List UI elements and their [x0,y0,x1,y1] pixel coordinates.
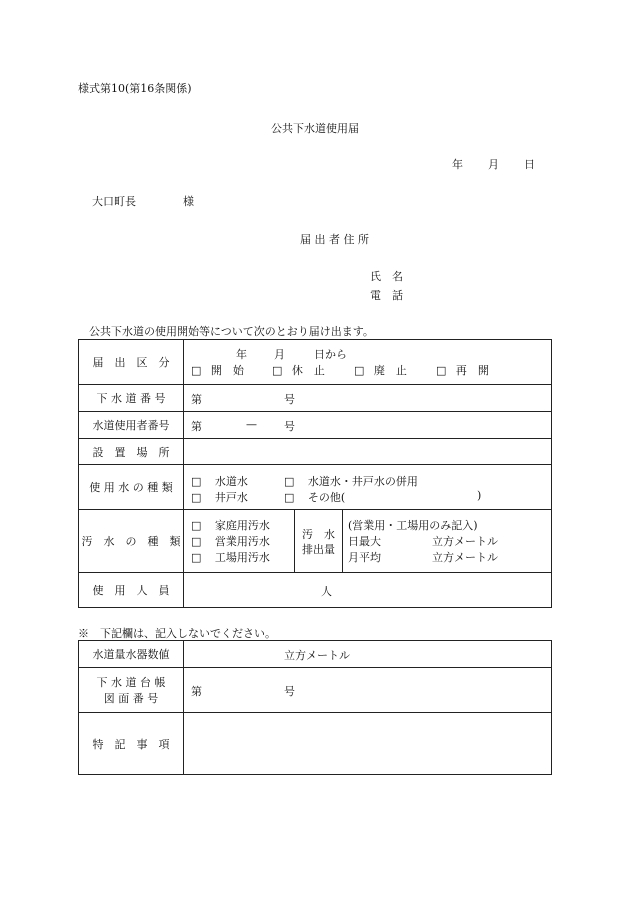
water-type-label: 使 用 水 の 種 類 [79,465,184,510]
user-number-row [79,412,552,439]
water-type-row [79,465,552,510]
location-cell[interactable] [184,439,552,465]
location-row [79,439,552,465]
sewer-number-cell[interactable] [184,385,552,412]
notice-option-abolish[interactable]: □ 廃 止 [354,364,407,377]
addressee: 大口町長 [92,195,136,208]
applicant-phone-label: 電 話 [370,289,403,302]
office-use-table [78,640,552,775]
discharge-label-2: 排出量 [302,543,335,556]
user-number-dash: — [246,418,257,431]
wastewater-type-row [79,510,552,573]
wastewater-type-label: 汚 水 の 種 類 [79,510,184,573]
wastewater-option-business[interactable]: □ 営業用汚水 [191,535,270,548]
discharge-note: (営業用・工場用のみ記入) [348,519,478,532]
intro-text: 公共下水道の使用開始等について次のとおり届け出ます。 [89,325,374,338]
monthly-avg-unit: 立方メートル [432,551,498,564]
notice-type-cell [184,340,552,385]
honorific: 様 [183,195,194,208]
date-year: 年 [452,158,463,171]
page-title: 公共下水道使用届 [271,122,359,135]
notice-type-label: 届 出 区 分 [79,340,184,385]
water-other-close: ) [477,489,482,502]
meter-reading-label: 水道量水器数値 [79,641,184,668]
remarks-label: 特 記 事 項 [79,713,184,775]
users-cell[interactable] [184,573,552,608]
checkbox-icon: □ [354,364,365,377]
checkbox-icon: □ [191,551,202,564]
notice-type-row [79,340,552,385]
wastewater-option-household[interactable]: □ 家庭用汚水 [191,519,270,532]
ledger-number-label-cell [79,668,184,713]
checkbox-icon: □ [272,364,283,377]
notice-date-from: 日から [314,348,347,361]
checkbox-icon: □ [284,475,295,488]
water-option-tap[interactable]: □ 水道水 [191,475,248,488]
remarks-row [79,713,552,775]
applicant-name-label: 氏 名 [370,270,403,283]
meter-reading-cell[interactable] [184,641,552,668]
water-option-other[interactable]: □ その他( [284,491,346,504]
water-option-combined[interactable]: □ 水道水・井戸水の併用 [284,475,418,488]
form-number: 様式第10(第16条関係) [78,82,192,95]
daily-max-unit: 立方メートル [432,535,498,548]
ledger-number-cell[interactable] [184,668,552,713]
checkbox-icon: □ [191,475,202,488]
users-label: 使 用 人 員 [79,573,184,608]
checkbox-icon: □ [191,519,202,532]
checkbox-icon: □ [191,535,202,548]
water-type-cell [184,465,552,510]
discharge-label-1: 汚 水 [302,528,335,541]
meter-reading-unit: 立方メートル [284,649,350,662]
office-use-note: ※ 下記欄は、記入しないでください。 [78,627,276,640]
ledger-number-row [79,668,552,713]
notice-option-resume[interactable]: □ 再 開 [436,364,489,377]
daily-max-label: 日最大 [348,535,381,548]
sewer-number-suffix: 号 [284,393,295,406]
remarks-cell[interactable] [184,713,552,775]
checkbox-icon: □ [191,491,202,504]
ledger-number-label-1: 下 水 道 台 帳 [96,676,166,689]
date-month: 月 [488,158,499,171]
user-number-label: 水道使用者番号 [79,412,184,439]
users-unit: 人 [321,585,332,598]
sewer-number-label: 下 水 道 番 号 [79,385,184,412]
sewer-number-row [79,385,552,412]
ledger-number-label-2: 図 面 番 号 [103,692,159,705]
notification-table [78,339,552,608]
checkbox-icon: □ [191,364,202,377]
water-option-well[interactable]: □ 井戸水 [191,491,248,504]
notice-date-month: 月 [274,348,285,361]
ledger-number-suffix: 号 [284,685,295,698]
user-number-prefix: 第 [191,420,202,433]
location-label: 設 置 場 所 [79,439,184,465]
notice-option-start[interactable]: □ 開 始 [191,364,244,377]
sewer-number-prefix: 第 [191,393,202,406]
monthly-avg-label: 月平均 [348,551,381,564]
user-number-cell[interactable] [184,412,552,439]
users-row [79,573,552,608]
applicant-address-label: 届 出 者 住 所 [300,233,369,246]
wastewater-type-cell [184,510,552,573]
meter-reading-row [79,641,552,668]
date-day: 日 [524,158,535,171]
checkbox-icon: □ [436,364,447,377]
notice-option-suspend[interactable]: □ 休 止 [272,364,325,377]
ledger-number-prefix: 第 [191,685,202,698]
user-number-suffix: 号 [284,420,295,433]
wastewater-option-factory[interactable]: □ 工場用汚水 [191,551,270,564]
discharge-label-box [294,510,343,572]
notice-date-year: 年 [236,348,247,361]
checkbox-icon: □ [284,491,295,504]
